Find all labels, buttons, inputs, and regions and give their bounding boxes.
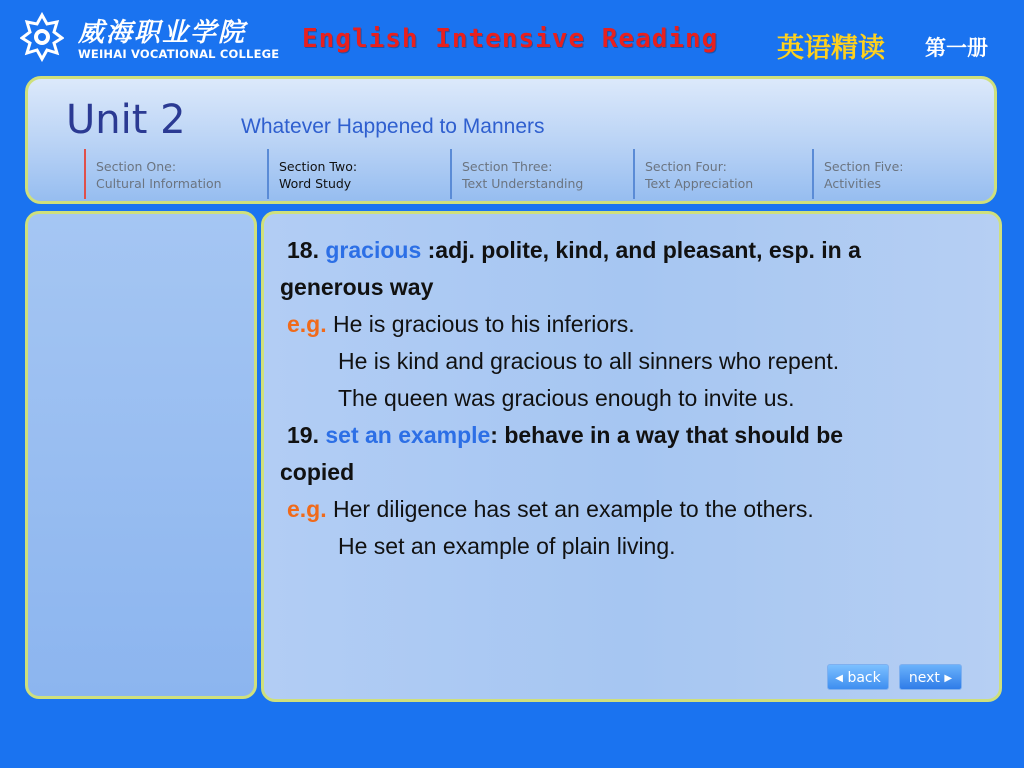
tab-section-four-label: Section Four:	[645, 159, 727, 174]
example-sentence: The queen was gracious enough to invite us.	[338, 385, 795, 411]
word-study-content	[280, 232, 980, 565]
example-sentence: Her diligence has set an example to the others.	[333, 496, 814, 522]
tab-section-five-label: Section Five:	[824, 159, 904, 174]
tab-section-one[interactable]	[84, 149, 265, 199]
tab-section-three[interactable]	[450, 149, 633, 199]
entry-definition: :adj. polite, kind, and pleasant, esp. in a	[421, 237, 861, 263]
next-button[interactable]	[899, 664, 962, 690]
entry-19-headline	[280, 417, 980, 454]
back-button[interactable]	[827, 664, 889, 690]
triangle-left-icon: ◀	[835, 673, 843, 684]
example-label: e.g.	[287, 311, 327, 337]
next-button-label: next	[908, 670, 940, 686]
course-title-en: English Intensive Reading	[302, 24, 719, 54]
unit-panel	[25, 76, 997, 204]
college-emblem-icon	[20, 12, 64, 62]
tab-section-five-sublabel: Activities	[824, 176, 882, 191]
college-name-cn: 威海职业学院	[78, 18, 247, 48]
entry-number: 19.	[287, 422, 319, 448]
example-sentence: He is kind and gracious to all sinners who repent.	[338, 348, 840, 374]
tab-section-four-sublabel: Text Appreciation	[645, 176, 754, 191]
example-sentence: He is gracious to his inferiors.	[333, 311, 635, 337]
side-panel	[25, 211, 257, 699]
triangle-right-icon: ▶	[944, 673, 953, 684]
tab-section-three-label: Section Three:	[462, 159, 553, 174]
tab-section-two-sublabel: Word Study	[279, 176, 352, 191]
tab-section-four[interactable]	[633, 149, 811, 199]
entry-definition-continued: copied	[280, 459, 355, 485]
tab-section-one-label: Section One:	[96, 159, 177, 174]
entry-definition-continued: generous way	[280, 274, 434, 300]
entry-definition: : behave in a way that should be	[490, 422, 844, 448]
example-line	[280, 306, 980, 343]
tab-section-five[interactable]	[812, 149, 982, 199]
tab-section-two-label: Section Two:	[279, 159, 358, 174]
college-name-en: WEIHAI VOCATIONAL COLLEGE	[78, 47, 280, 61]
entry-number: 18.	[287, 237, 319, 263]
entry-term: gracious	[325, 237, 422, 263]
back-button-label: back	[847, 670, 881, 686]
example-sentence: He set an example of plain living.	[338, 533, 676, 559]
header-bar	[0, 0, 1024, 78]
entry-term: set an example	[325, 422, 491, 448]
tab-section-one-sublabel: Cultural Information	[96, 176, 222, 191]
section-tabs	[84, 149, 984, 199]
entry-18-headline	[280, 232, 980, 269]
tab-section-two[interactable]	[267, 149, 448, 199]
volume-label: 第一册	[925, 36, 988, 60]
unit-subtitle: Whatever Happened to Manners	[241, 115, 545, 138]
example-label: e.g.	[287, 496, 327, 522]
unit-title: Unit 2	[66, 97, 186, 143]
example-line	[280, 491, 980, 528]
tab-section-three-sublabel: Text Understanding	[462, 176, 584, 191]
course-title-cn: 英语精读	[777, 33, 885, 64]
